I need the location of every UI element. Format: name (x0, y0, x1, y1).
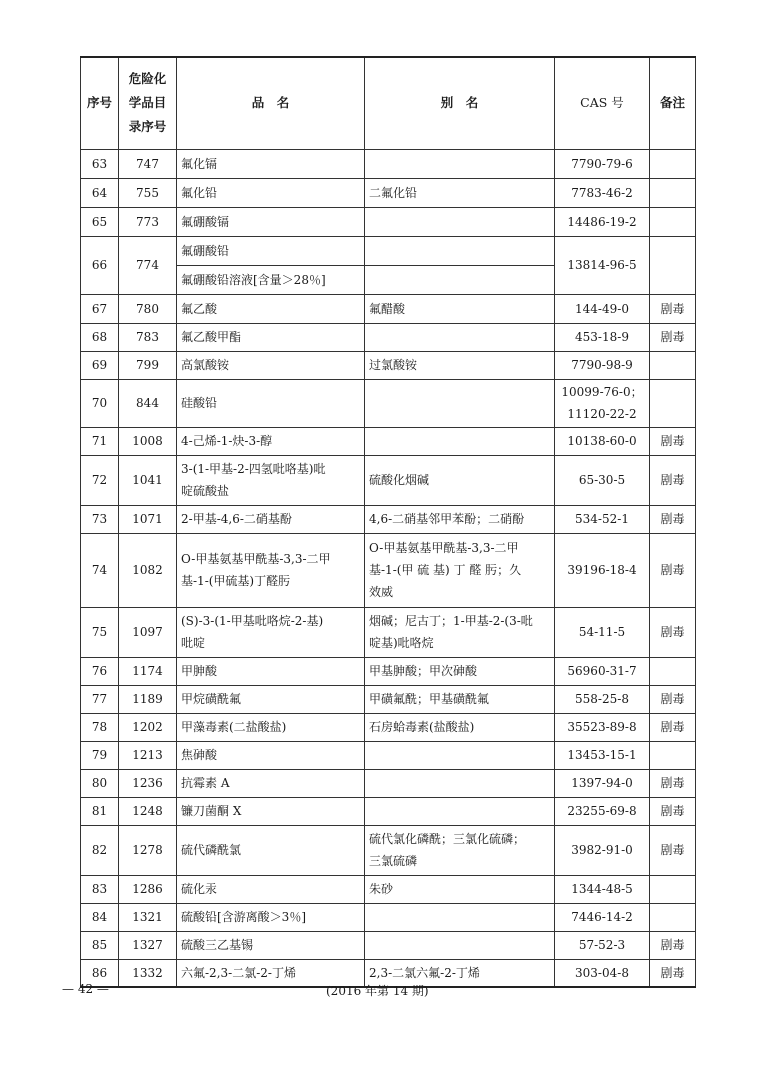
cell-catalog: 774 (119, 236, 177, 294)
table-row (81, 455, 696, 505)
cell-alias: 硫酸化烟碱 (365, 455, 555, 505)
cell-name (177, 607, 365, 657)
cell-cas: 39196-18-4 (555, 533, 650, 607)
cell-note (650, 903, 696, 931)
cell-name: 氟硼酸镉 (177, 207, 365, 236)
cell-catalog: 1332 (119, 959, 177, 987)
cell-alias (365, 797, 555, 825)
table-row (81, 607, 696, 657)
cell-note: 剧毒 (650, 931, 696, 959)
cell-note (650, 741, 696, 769)
cell-name: 氟乙酸甲酯 (177, 323, 365, 351)
cell-alias (365, 236, 555, 265)
cell-name: 氟乙酸 (177, 294, 365, 323)
cell-name: 氟硼酸铅 (177, 236, 365, 265)
table-row (81, 207, 696, 236)
cell-alias: 二氟化铅 (365, 178, 555, 207)
cell-cas: 558-25-8 (555, 685, 650, 713)
cell-alias (365, 769, 555, 797)
cell-note: 剧毒 (650, 959, 696, 987)
cell-seq: 63 (81, 149, 119, 178)
cell-catalog: 1174 (119, 657, 177, 685)
table-row (81, 351, 696, 379)
cell-cas: 1397-94-0 (555, 769, 650, 797)
cell-seq: 84 (81, 903, 119, 931)
cell-catalog: 755 (119, 178, 177, 207)
cell-seq: 83 (81, 875, 119, 903)
cell-alias: 4,6-二硝基邻甲苯酚；二硝酚 (365, 505, 555, 533)
name-line: (S)-3-(1-甲基吡咯烷-2-基) (181, 614, 324, 628)
cell-seq: 80 (81, 769, 119, 797)
name-line: 3-(1-甲基-2-四氢吡咯基)吡 (181, 462, 326, 476)
cell-alias (365, 903, 555, 931)
name-line: 基-1-(甲硫基)丁醛肟 (181, 574, 291, 588)
cell-note: 剧毒 (650, 825, 696, 875)
cell-cas: 303-04-8 (555, 959, 650, 987)
cell-name: 硫代磷酰氯 (177, 825, 365, 875)
cell-name: 4-己烯-1-炔-3-醇 (177, 427, 365, 455)
cell-name (177, 533, 365, 607)
cell-seq: 68 (81, 323, 119, 351)
cell-name: 高氯酸铵 (177, 351, 365, 379)
table-row (81, 294, 696, 323)
cell-alias (365, 741, 555, 769)
cell-seq: 75 (81, 607, 119, 657)
cell-catalog: 1008 (119, 427, 177, 455)
cell-catalog: 1321 (119, 903, 177, 931)
cell-cas: 534-52-1 (555, 505, 650, 533)
cell-note (650, 379, 696, 427)
issue-label: (2016 年第 14 期) (326, 984, 429, 998)
cell-cas: 10138-60-0 (555, 427, 650, 455)
cell-alias (365, 323, 555, 351)
cell-name: 氟硼酸铅溶液[含量＞28％] (177, 265, 365, 294)
header-catalog-line: 学品目 (128, 95, 167, 111)
table-row (81, 323, 696, 351)
cell-note (650, 351, 696, 379)
cell-note (650, 657, 696, 685)
cell-name: 硫酸三乙基锡 (177, 931, 365, 959)
table-row (81, 657, 696, 685)
cell-seq: 78 (81, 713, 119, 741)
cell-catalog: 780 (119, 294, 177, 323)
header-catalog-number (119, 57, 177, 149)
header-catalog-line: 危险化 (128, 71, 167, 87)
cell-catalog: 783 (119, 323, 177, 351)
cell-catalog: 1327 (119, 931, 177, 959)
cell-seq: 81 (81, 797, 119, 825)
page-number: — 42 — (62, 982, 109, 996)
cell-note: 剧毒 (650, 769, 696, 797)
cell-alias: 朱砂 (365, 875, 555, 903)
cell-catalog: 799 (119, 351, 177, 379)
cell-seq: 82 (81, 825, 119, 875)
cell-catalog: 1248 (119, 797, 177, 825)
cell-alias: 甲磺氟酰；甲基磺酰氟 (365, 685, 555, 713)
cell-name: 甲藻毒素(二盐酸盐) (177, 713, 365, 741)
name-line: 吡啶 (181, 636, 206, 650)
alias-line: 硫代氯化磷酰；三氯化硫磷； (369, 832, 526, 846)
cell-note (650, 875, 696, 903)
cell-name: 甲烷磺酰氟 (177, 685, 365, 713)
cell-seq: 64 (81, 178, 119, 207)
header-seq: 序号 (81, 57, 119, 149)
table-row (81, 505, 696, 533)
cell-cas: 54-11-5 (555, 607, 650, 657)
table-row (81, 379, 696, 427)
cell-catalog: 1071 (119, 505, 177, 533)
cell-catalog: 1236 (119, 769, 177, 797)
cell-cas: 7783-46-2 (555, 178, 650, 207)
cell-catalog: 1189 (119, 685, 177, 713)
cell-alias (365, 379, 555, 427)
cell-alias (365, 607, 555, 657)
cell-catalog: 1202 (119, 713, 177, 741)
cell-name: 焦砷酸 (177, 741, 365, 769)
cell-note: 剧毒 (650, 505, 696, 533)
name-line: O-甲基氨基甲酰基-3,3-二甲 (181, 552, 331, 566)
cell-note: 剧毒 (650, 533, 696, 607)
cell-alias (365, 149, 555, 178)
cell-seq: 76 (81, 657, 119, 685)
cell-catalog: 1278 (119, 825, 177, 875)
cell-note: 剧毒 (650, 797, 696, 825)
header-cas: CAS 号 (555, 57, 650, 149)
cell-catalog: 747 (119, 149, 177, 178)
cell-cas: 56960-31-7 (555, 657, 650, 685)
cell-name: 甲胂酸 (177, 657, 365, 685)
cell-alias (365, 265, 555, 294)
table-row (81, 236, 696, 265)
cell-cas: 7790-79-6 (555, 149, 650, 178)
cell-seq: 86 (81, 959, 119, 987)
cell-cas: 57-52-3 (555, 931, 650, 959)
table-row (81, 875, 696, 903)
alias-line: 基-1-(甲 硫 基) 丁 醛 肟；久 (369, 563, 522, 577)
cell-catalog: 844 (119, 379, 177, 427)
cas-line: 11120-22-2 (567, 407, 637, 421)
cell-seq: 70 (81, 379, 119, 427)
chemical-list-table (80, 56, 696, 988)
cell-note: 剧毒 (650, 455, 696, 505)
cell-note: 剧毒 (650, 685, 696, 713)
cell-seq: 72 (81, 455, 119, 505)
cell-name: 2-甲基-4,6-二硝基酚 (177, 505, 365, 533)
name-line: 啶硫酸盐 (181, 484, 230, 498)
cell-note (650, 178, 696, 207)
cell-name: 硅酸铅 (177, 379, 365, 427)
table-row (81, 741, 696, 769)
cell-seq: 79 (81, 741, 119, 769)
cell-cas: 13453-15-1 (555, 741, 650, 769)
table-row (81, 178, 696, 207)
table-row (81, 797, 696, 825)
cell-seq: 67 (81, 294, 119, 323)
cell-alias: 氟醋酸 (365, 294, 555, 323)
table-row (81, 713, 696, 741)
cell-alias (365, 931, 555, 959)
cell-cas (555, 379, 650, 427)
cell-seq: 69 (81, 351, 119, 379)
alias-line: 烟碱；尼古丁；1-甲基-2-(3-吡 (369, 614, 533, 628)
cell-cas: 65-30-5 (555, 455, 650, 505)
cell-cas: 1344-48-5 (555, 875, 650, 903)
cell-alias (365, 825, 555, 875)
cell-catalog: 1213 (119, 741, 177, 769)
cell-seq: 74 (81, 533, 119, 607)
header-note: 备注 (650, 57, 696, 149)
cell-cas: 453-18-9 (555, 323, 650, 351)
cell-note: 剧毒 (650, 294, 696, 323)
cell-catalog: 773 (119, 207, 177, 236)
cell-cas: 13814-96-5 (555, 236, 650, 294)
cell-seq: 85 (81, 931, 119, 959)
cell-name: 镰刀菌酮 X (177, 797, 365, 825)
cell-alias: 2,3-二氯六氟-2-丁烯 (365, 959, 555, 987)
cell-cas: 14486-19-2 (555, 207, 650, 236)
cell-alias: 石房蛤毒素(盐酸盐) (365, 713, 555, 741)
cell-note: 剧毒 (650, 607, 696, 657)
table-header-row (81, 57, 696, 149)
cell-cas: 7446-14-2 (555, 903, 650, 931)
header-catalog-line: 录序号 (128, 119, 167, 135)
table-row (81, 149, 696, 178)
cell-alias (365, 427, 555, 455)
alias-line: O-甲基氨基甲酰基-3,3-二甲 (369, 541, 519, 555)
cell-cas: 144-49-0 (555, 294, 650, 323)
table-row (81, 685, 696, 713)
cell-name (177, 455, 365, 505)
cell-note (650, 236, 696, 294)
cell-catalog: 1286 (119, 875, 177, 903)
cell-alias (365, 207, 555, 236)
table-row (81, 903, 696, 931)
cell-seq: 65 (81, 207, 119, 236)
cell-note: 剧毒 (650, 713, 696, 741)
cell-note (650, 149, 696, 178)
cell-alias: 甲基胂酸；甲次砷酸 (365, 657, 555, 685)
cell-seq: 77 (81, 685, 119, 713)
cell-seq: 73 (81, 505, 119, 533)
cas-line: 10099-76-0； (561, 385, 643, 399)
cell-name: 抗霉素 A (177, 769, 365, 797)
cell-seq: 71 (81, 427, 119, 455)
cell-name: 氟化镉 (177, 149, 365, 178)
header-alias: 别 名 (365, 57, 555, 149)
cell-name: 硫酸铅[含游离酸＞3％] (177, 903, 365, 931)
cell-alias: 过氯酸铵 (365, 351, 555, 379)
alias-line: 三氯硫磷 (369, 854, 418, 868)
alias-line: 啶基)吡咯烷 (369, 636, 434, 650)
table-row (81, 769, 696, 797)
cell-cas: 7790-98-9 (555, 351, 650, 379)
cell-note (650, 207, 696, 236)
cell-name: 六氟-2,3-二氯-2-丁烯 (177, 959, 365, 987)
cell-note: 剧毒 (650, 427, 696, 455)
table-row (81, 427, 696, 455)
table-row (81, 931, 696, 959)
table-row (81, 825, 696, 875)
alias-line: 效威 (369, 585, 394, 599)
cell-note: 剧毒 (650, 323, 696, 351)
cell-name: 硫化汞 (177, 875, 365, 903)
cell-cas: 35523-89-8 (555, 713, 650, 741)
table-row (81, 533, 696, 607)
cell-catalog: 1097 (119, 607, 177, 657)
cell-name: 氟化铅 (177, 178, 365, 207)
cell-cas: 3982-91-0 (555, 825, 650, 875)
cell-seq: 66 (81, 236, 119, 294)
cell-cas: 23255-69-8 (555, 797, 650, 825)
cell-alias (365, 533, 555, 607)
header-name: 品 名 (177, 57, 365, 149)
cell-catalog: 1082 (119, 533, 177, 607)
cell-catalog: 1041 (119, 455, 177, 505)
